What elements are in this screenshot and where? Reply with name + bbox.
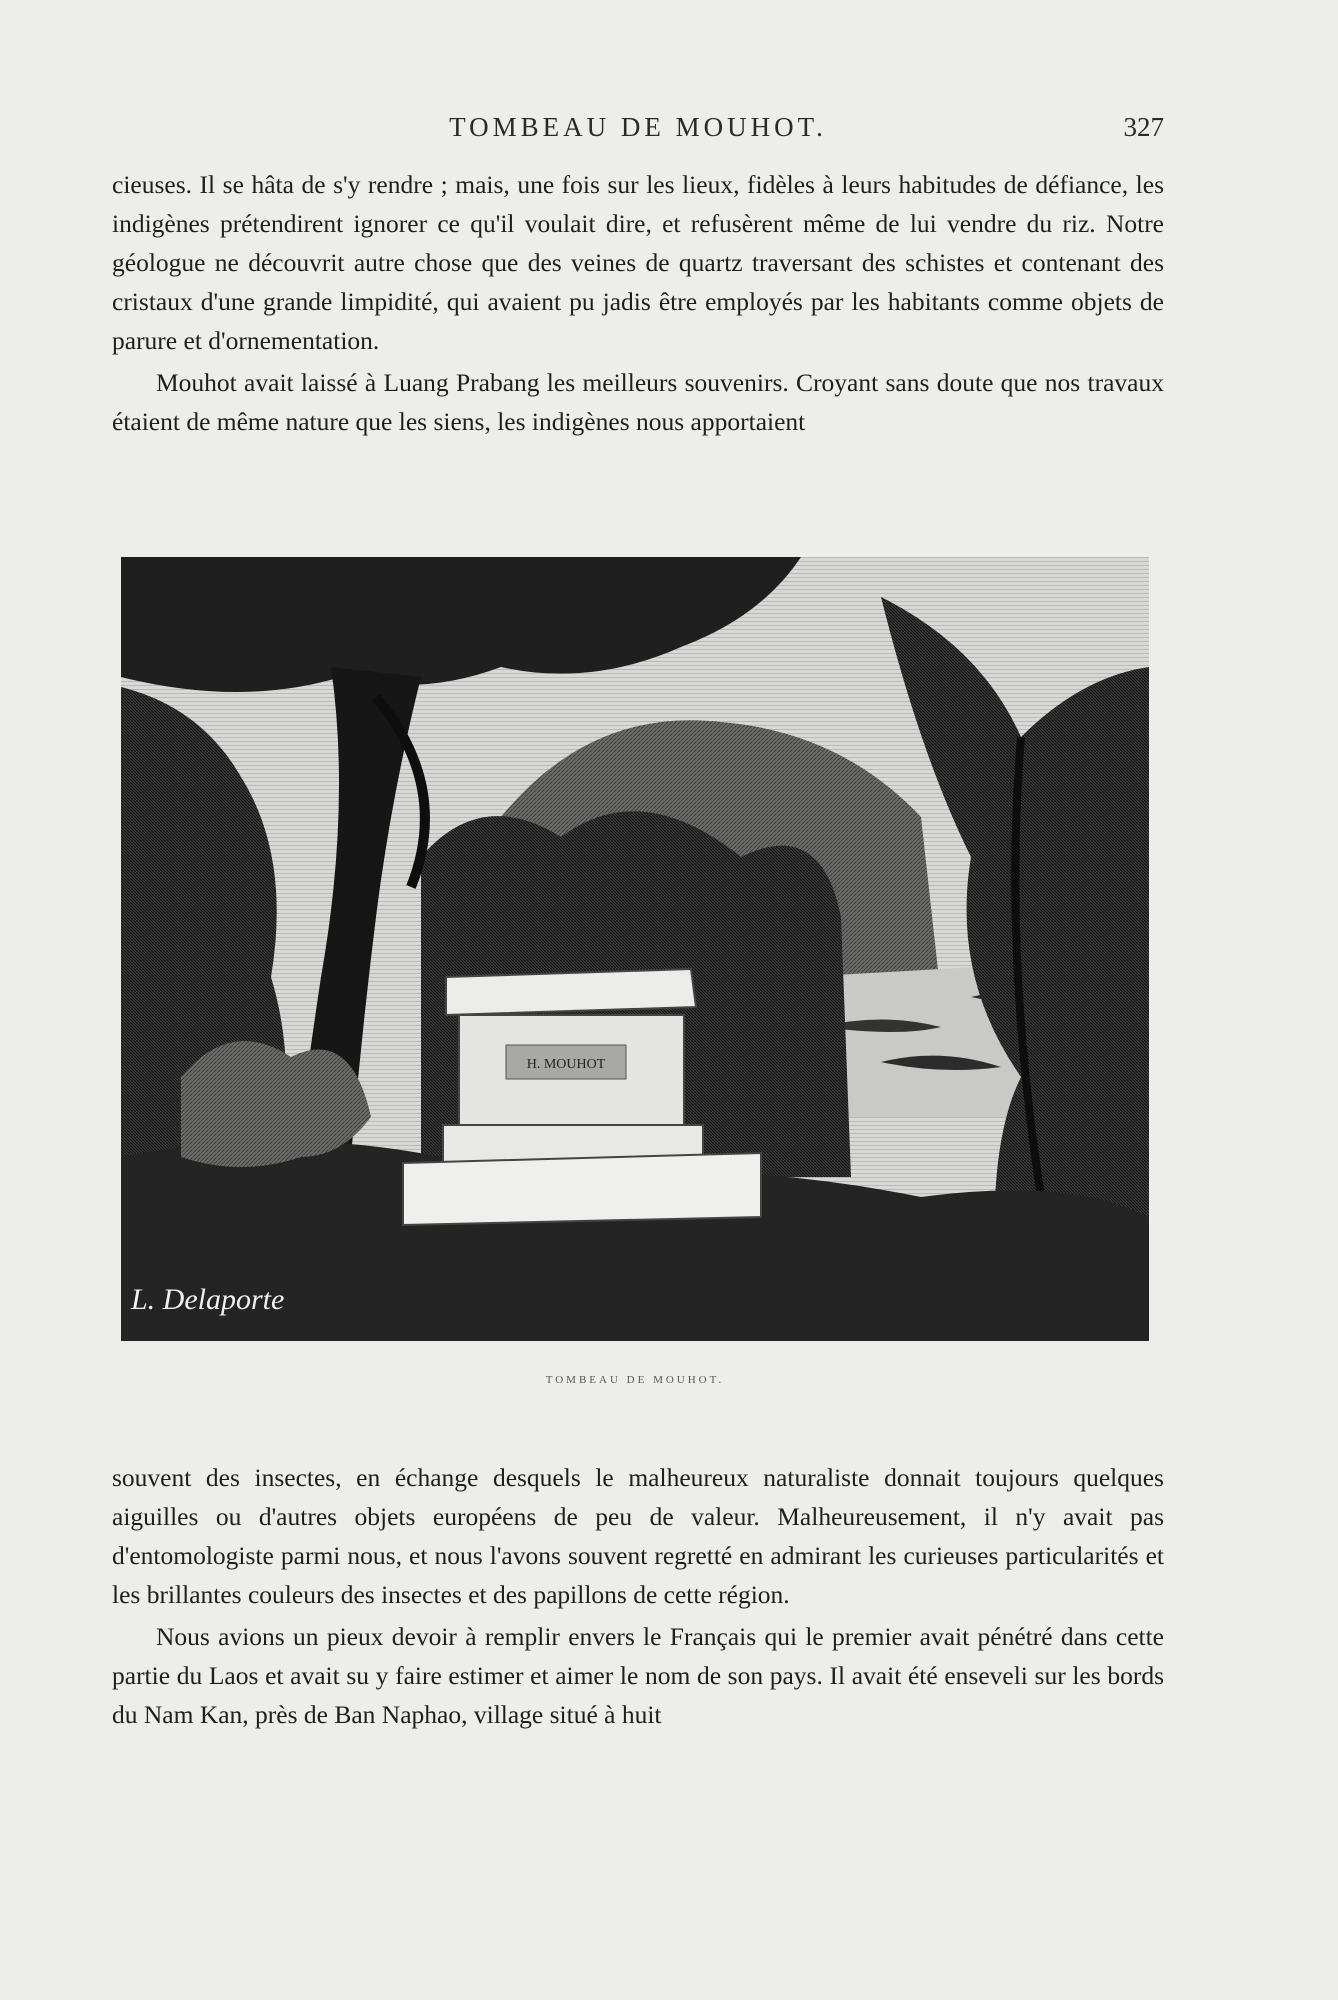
paragraph: cieuses. Il se hâta de s'y rendre ; mais, une fois sur les lieux, fidèles à leurs habitudes de défiance, les indigènes prétendirent ignorer ce qu'il voulait dire, et refusèrent même de lui vendre du riz. Notre géologue ne découvrit autre chose que des veines de quartz traversant des schistes et contenant des cristaux d'une grande limpidité, qui avaient pu jadis être employés par les habitants comme objets de parure et d'ornementation. bbox=[112, 170, 1164, 355]
tomb-inscription: H. MOUHOT bbox=[526, 1057, 606, 1072]
paragraph: Nous avions un pieux devoir à remplir envers le Français qui le premier avait pénétré dans cette partie du Laos et avait su y faire estimer et aimer le nom de son pays. Il avait été enseveli sur les bords du Nam Kan, près de Ban Naphao, village situé à huit bbox=[112, 1622, 1164, 1729]
text-block-top bbox=[112, 165, 1164, 441]
signature: L. Delaporte bbox=[131, 1283, 285, 1316]
tomb-engraving bbox=[121, 557, 1149, 1341]
running-title: TOMBEAU DE MOUHOT. bbox=[449, 112, 827, 142]
paragraph: Mouhot avait laissé à Luang Prabang les meilleurs souvenirs. Croyant sans doute que nos travaux étaient de même nature que les siens, les indigènes nous apportaient bbox=[112, 368, 1164, 436]
paragraph: souvent des insectes, en échange desquels le malheureux naturaliste donnait toujours quelques aiguilles ou d'autres objets européens de peu de valeur. Malheureusement, il n'y avait pas d'entomologiste parmi nous, et nous l'avons souvent regretté en admirant les curieuses particularités et les brillantes couleurs des insectes et des papillons de cette région. bbox=[112, 1463, 1164, 1609]
running-head bbox=[112, 112, 1164, 152]
engraving-illustration bbox=[121, 557, 1149, 1341]
illustration-caption: TOMBEAU DE MOUHOT. bbox=[545, 1374, 725, 1386]
text-block-bottom bbox=[112, 1458, 1164, 1734]
page-number: 327 bbox=[1123, 112, 1164, 142]
